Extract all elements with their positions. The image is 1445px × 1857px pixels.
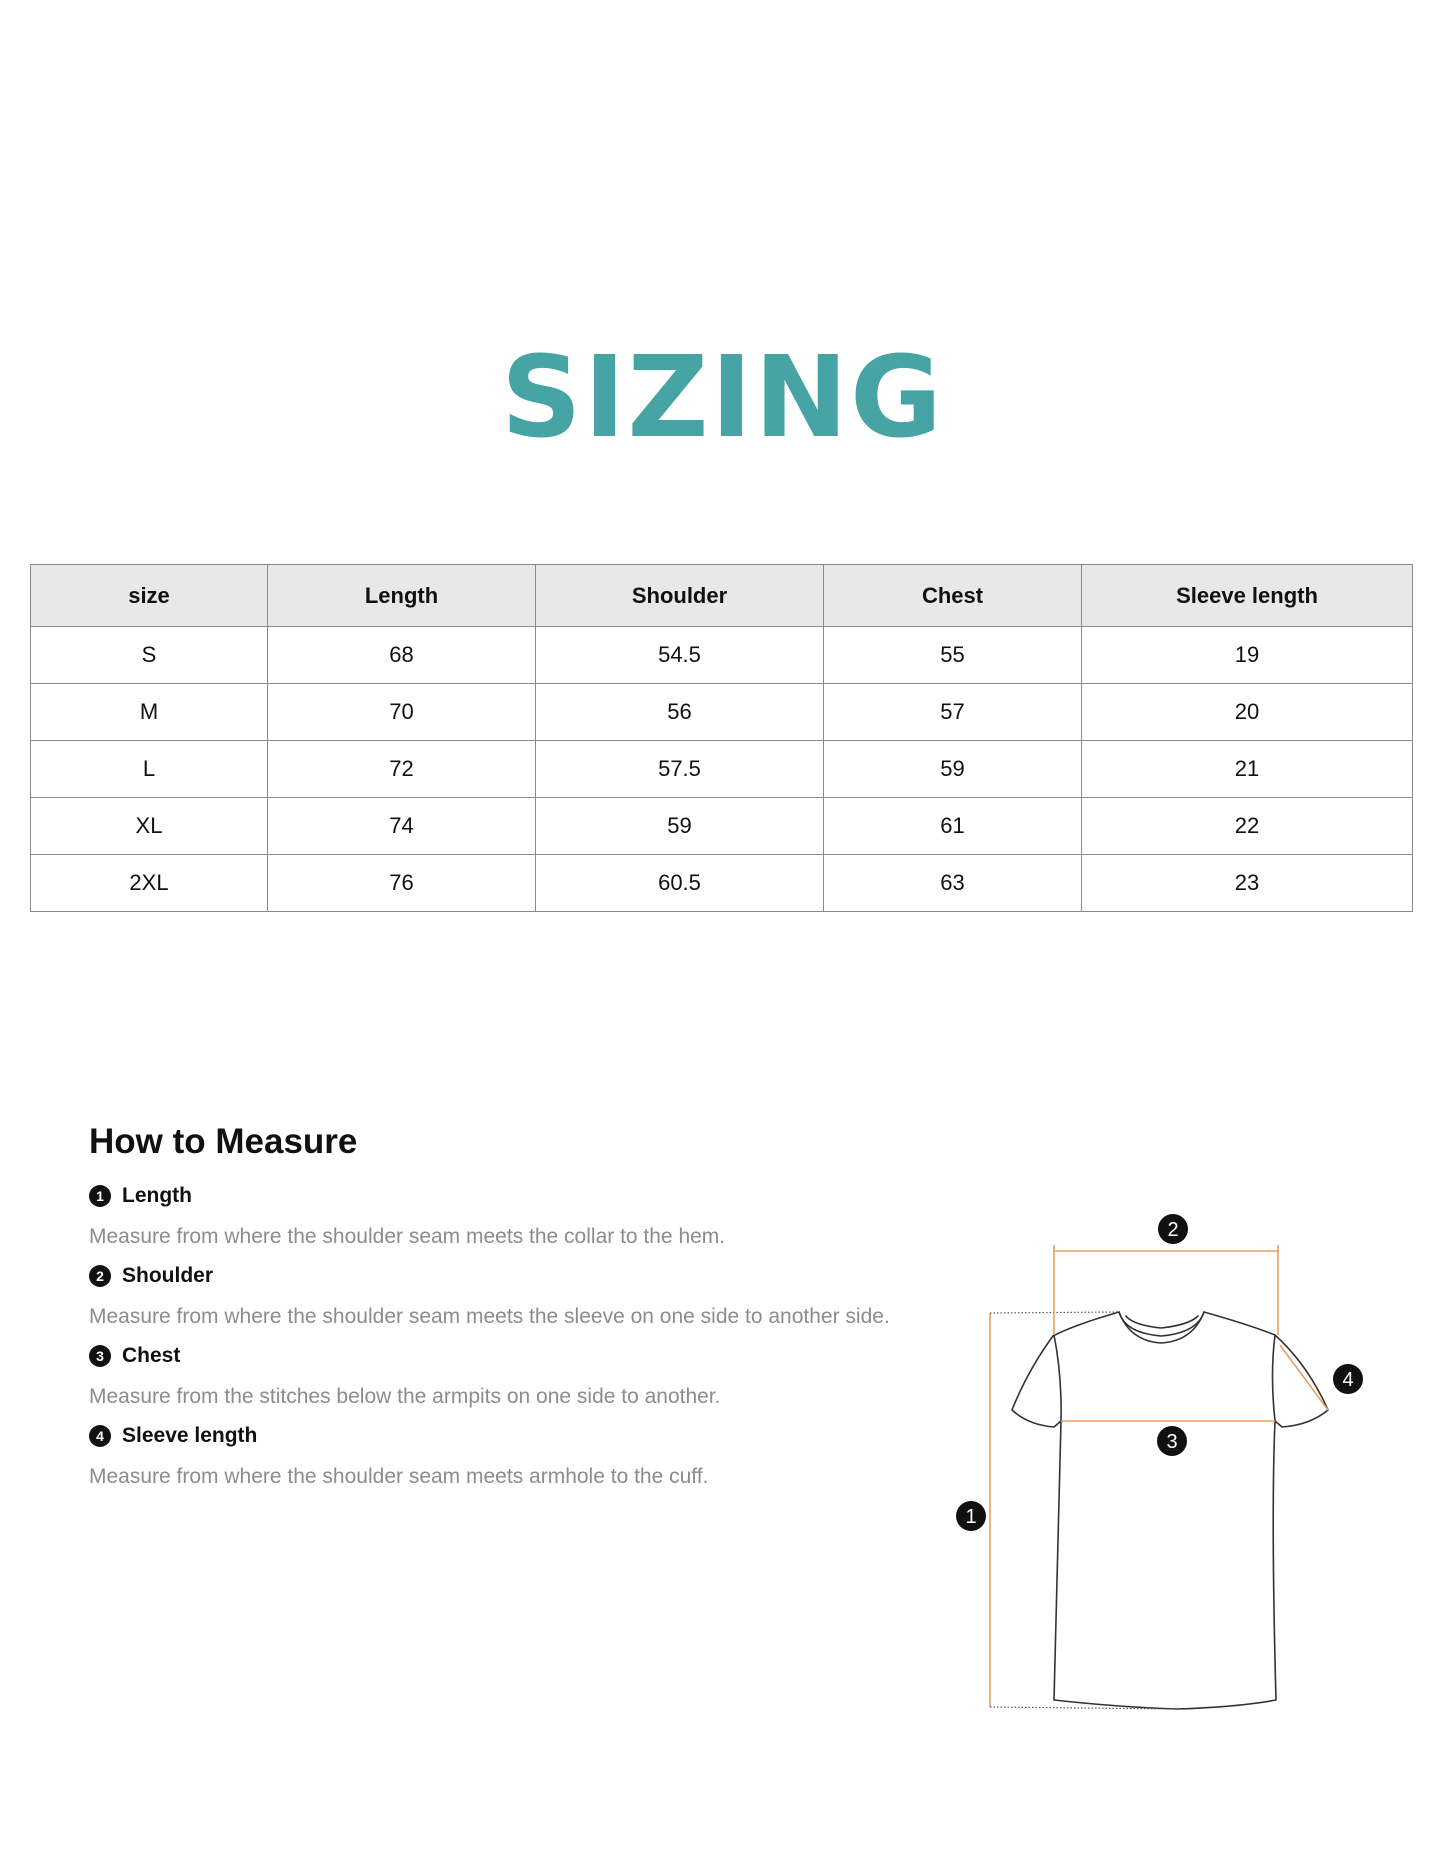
- table-cell: 60.5: [536, 855, 824, 912]
- table-cell: 19: [1082, 627, 1413, 684]
- table-cell: 21: [1082, 741, 1413, 798]
- measure-item-description: Measure from the stitches below the armpits on one side to another.: [89, 1385, 721, 1408]
- table-row: [31, 627, 1413, 684]
- table-row: [31, 798, 1413, 855]
- column-header-chest: Chest: [824, 565, 1082, 627]
- table-cell: 61: [824, 798, 1082, 855]
- measure-item-shoulder: [89, 1258, 909, 1294]
- measure-item-description: Measure from where the shoulder seam meets armhole to the cuff.: [89, 1465, 709, 1488]
- measure-item-label: Length: [122, 1184, 192, 1207]
- measure-item-chest: [89, 1338, 909, 1374]
- measurement-markers: [956, 1214, 1363, 1531]
- measure-item-description: Measure from where the shoulder seam meets the collar to the hem.: [89, 1225, 726, 1248]
- measure-item-length: [89, 1178, 909, 1214]
- page-title: SIZING: [501, 333, 944, 463]
- size-chart-table: [30, 564, 1413, 912]
- table-cell: 2XL: [31, 855, 268, 912]
- measure-item-description: Measure from where the shoulder seam meets the sleeve on one side to another side.: [89, 1305, 890, 1328]
- svg-text:4: 4: [1342, 1369, 1354, 1391]
- table-cell: 68: [268, 627, 536, 684]
- measure-item-sleeve-length: [89, 1418, 909, 1454]
- table-cell: S: [31, 627, 268, 684]
- marker-three-icon: [1157, 1426, 1187, 1456]
- table-cell: 57: [824, 684, 1082, 741]
- table-cell: 23: [1082, 855, 1413, 912]
- marker-four-icon: [1333, 1364, 1363, 1394]
- column-header-length: Length: [268, 565, 536, 627]
- number-four-badge-icon: 4: [89, 1425, 111, 1447]
- number-two-badge-icon: 2: [89, 1265, 111, 1287]
- tshirt-outline-icon: [1012, 1312, 1328, 1709]
- table-cell: 55: [824, 627, 1082, 684]
- table-row: [31, 684, 1413, 741]
- table-cell: XL: [31, 798, 268, 855]
- table-cell: 57.5: [536, 741, 824, 798]
- table-cell: 59: [536, 798, 824, 855]
- table-cell: 63: [824, 855, 1082, 912]
- tshirt-measurement-diagram: [920, 1195, 1380, 1735]
- svg-text:1: 1: [965, 1506, 977, 1528]
- how-to-measure-heading: How to Measure: [89, 1122, 358, 1161]
- measurement-guides: [990, 1245, 1328, 1709]
- table-cell: 70: [268, 684, 536, 741]
- table-cell: 22: [1082, 798, 1413, 855]
- measure-item-label: Shoulder: [122, 1264, 214, 1287]
- table-cell: 59: [824, 741, 1082, 798]
- table-cell: 54.5: [536, 627, 824, 684]
- table-cell: 76: [268, 855, 536, 912]
- table-cell: L: [31, 741, 268, 798]
- table-cell: 20: [1082, 684, 1413, 741]
- table-row: [31, 855, 1413, 912]
- column-header-shoulder: Shoulder: [536, 565, 824, 627]
- table-cell: 72: [268, 741, 536, 798]
- column-header-size: size: [31, 565, 268, 627]
- marker-one-icon: [956, 1501, 986, 1531]
- svg-text:3: 3: [1166, 1431, 1178, 1453]
- table-row: [31, 741, 1413, 798]
- table-cell: 56: [536, 684, 824, 741]
- svg-text:2: 2: [1167, 1219, 1179, 1241]
- measure-item-label: Sleeve length: [122, 1424, 258, 1447]
- number-three-badge-icon: 3: [89, 1345, 111, 1367]
- table-cell: M: [31, 684, 268, 741]
- column-header-sleeve-length: Sleeve length: [1082, 565, 1413, 627]
- marker-two-icon: [1158, 1214, 1188, 1244]
- number-one-badge-icon: 1: [89, 1185, 111, 1207]
- how-to-measure-section: [89, 1118, 909, 1498]
- table-header-row: [31, 565, 1413, 627]
- table-cell: 74: [268, 798, 536, 855]
- measure-item-label: Chest: [122, 1344, 181, 1367]
